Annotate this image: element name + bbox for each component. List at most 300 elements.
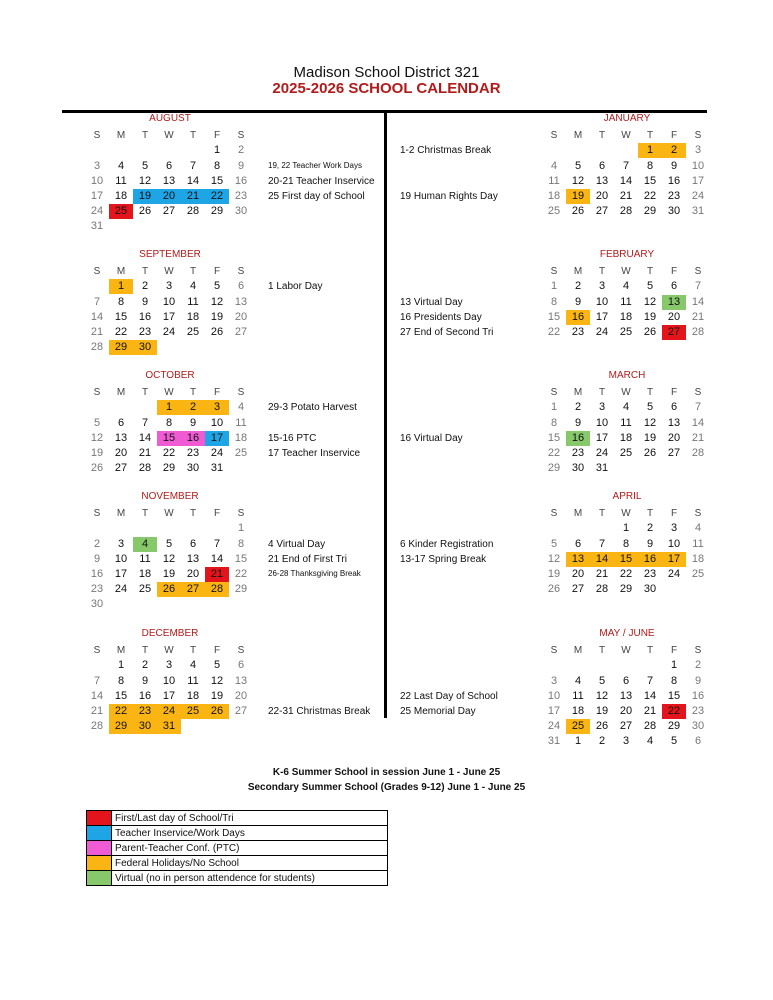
day-cell: 19 [566, 189, 590, 204]
legend-item [87, 871, 387, 885]
legend-item [87, 841, 387, 856]
day-cell: 9 [574, 416, 582, 429]
day-cell: 29 [619, 583, 633, 596]
day-cell: 8 [646, 159, 654, 172]
day-cell: 8 [622, 537, 630, 550]
weekday-header: S [93, 387, 101, 399]
weekday-header: W [164, 387, 174, 399]
day-cell: 26 [90, 462, 104, 475]
day-cell: 21 [90, 705, 104, 717]
legend-swatch [87, 811, 112, 825]
weekday-header: T [189, 266, 197, 278]
calendar-note: 6 Kinder Registration [400, 538, 494, 550]
day-cell: 24 [90, 205, 104, 218]
day-cell: 24 [114, 583, 128, 596]
day-cell: 16 [691, 689, 705, 702]
day-cell: 6 [598, 159, 606, 172]
weekday-header: S [93, 508, 101, 520]
month-name: MAY / JUNE [599, 628, 655, 639]
weekday-header: T [189, 508, 197, 520]
weekday-header: M [116, 387, 126, 399]
month-name: FEBRUARY [599, 249, 655, 260]
day-cell: 13 [566, 552, 590, 567]
weekday-header: T [646, 130, 654, 142]
day-cell: 4 [622, 401, 630, 414]
month-name: OCTOBER [145, 370, 195, 381]
day-cell: 19 [643, 310, 657, 323]
day-cell: 17 [547, 705, 561, 717]
weekday-header: F [213, 508, 221, 520]
calendar-note: 26-28 Thanksgiving Break [268, 569, 361, 578]
day-cell: 18 [547, 190, 561, 202]
day-cell: 10 [114, 552, 128, 565]
day-cell: 11 [548, 174, 560, 187]
day-cell: 23 [138, 326, 152, 338]
day-cell: 26 [205, 704, 229, 719]
weekday-header: F [213, 645, 221, 657]
day-cell: 27 [181, 582, 205, 597]
day-cell: 8 [117, 295, 125, 308]
day-cell: 24 [210, 447, 224, 459]
day-cell: 20 [186, 568, 200, 580]
day-cell: 23 [643, 568, 657, 580]
day-cell: 31 [595, 462, 609, 475]
day-cell: 1 [622, 522, 630, 535]
weekday-header: M [573, 387, 583, 399]
day-cell: 30 [667, 205, 681, 218]
day-cell: 6 [189, 537, 197, 550]
calendar-note: 27 End of Second Tri [400, 327, 494, 338]
day-cell: 27 [667, 447, 681, 459]
day-cell: 19 [162, 568, 176, 580]
day-cell: 25 [619, 447, 633, 459]
day-cell: 21 [619, 190, 633, 202]
day-cell: 19 [643, 431, 657, 444]
weekday-header: T [646, 387, 654, 399]
day-cell: 12 [210, 295, 224, 308]
day-cell: 16 [138, 310, 152, 323]
weekday-header: M [573, 130, 583, 142]
day-cell: 3 [694, 144, 702, 157]
day-cell: 4 [117, 159, 125, 172]
day-cell: 3 [205, 400, 229, 415]
day-cell: 16 [566, 431, 590, 446]
weekday-header: W [621, 508, 631, 520]
day-cell: 20 [595, 190, 609, 202]
day-cell: 16 [138, 689, 152, 702]
day-cell: 7 [213, 537, 221, 550]
legend-label: First/Last day of School/Tri [115, 812, 234, 824]
day-cell: 4 [622, 280, 630, 293]
day-cell: 2 [237, 144, 245, 157]
weekday-header: F [670, 645, 678, 657]
day-cell: 22 [547, 326, 561, 338]
day-cell: 14 [691, 416, 705, 429]
day-cell: 30 [90, 598, 104, 611]
weekday-header: F [670, 387, 678, 399]
day-cell: 13 [595, 174, 609, 187]
day-cell: 6 [622, 674, 630, 687]
weekday-header: M [116, 508, 126, 520]
day-cell: 4 [189, 280, 197, 293]
weekday-header: M [116, 266, 126, 278]
day-cell: 1 [109, 279, 133, 294]
day-cell: 14 [210, 552, 224, 565]
day-cell: 23 [571, 447, 585, 459]
weekday-header: F [670, 508, 678, 520]
calendar-note: 19, 22 Teacher Work Days [268, 160, 362, 170]
weekday-header: S [550, 645, 558, 657]
month-name: JANUARY [603, 113, 651, 124]
summer-line-1: K-6 Summer School in session June 1 - June 25 [272, 767, 501, 778]
weekday-header: S [237, 266, 245, 278]
day-cell: 13 [186, 552, 200, 565]
weekday-header: T [141, 266, 149, 278]
day-cell: 5 [598, 674, 606, 687]
day-cell: 1 [550, 280, 558, 293]
calendar-note: 22 Last Day of School [400, 690, 498, 702]
day-cell: 1 [574, 735, 582, 748]
day-cell: 30 [643, 583, 657, 596]
day-cell: 22 [234, 568, 248, 580]
legend-item [87, 856, 387, 871]
day-cell: 17 [90, 190, 104, 202]
day-cell: 19 [210, 310, 224, 323]
month-name: NOVEMBER [141, 491, 199, 502]
day-cell: 22 [114, 326, 128, 338]
day-cell: 15 [547, 310, 561, 323]
day-cell: 24 [667, 568, 681, 580]
day-cell: 4 [189, 659, 197, 672]
day-cell: 6 [237, 659, 245, 672]
day-cell: 9 [141, 674, 149, 687]
day-cell: 4 [574, 674, 582, 687]
weekday-header: W [621, 645, 631, 657]
weekday-header: T [598, 130, 606, 142]
month-name: SEPTEMBER [139, 249, 201, 260]
day-cell: 13 [234, 674, 248, 687]
day-cell: 3 [670, 522, 678, 535]
day-cell: 20 [619, 705, 633, 717]
day-cell: 29 [667, 720, 681, 733]
weekday-header: M [573, 266, 583, 278]
day-cell: 14 [90, 310, 104, 323]
day-cell: 29 [162, 462, 176, 475]
calendar-note: 21 End of First Tri [268, 553, 347, 565]
day-cell: 20 [571, 568, 585, 580]
weekday-header: T [141, 387, 149, 399]
day-cell: 5 [550, 537, 558, 550]
day-cell: 31 [547, 735, 561, 748]
day-cell: 19 [90, 447, 104, 459]
day-cell: 16 [566, 310, 590, 325]
day-cell: 8 [550, 295, 558, 308]
day-cell: 7 [141, 416, 149, 429]
day-cell: 5 [670, 735, 678, 748]
day-cell: 18 [138, 568, 152, 580]
day-cell: 30 [133, 719, 157, 734]
day-cell: 10 [595, 416, 609, 429]
day-cell: 22 [205, 189, 229, 204]
day-cell: 12 [138, 174, 152, 187]
day-cell: 30 [571, 462, 585, 475]
day-cell: 21 [691, 310, 705, 323]
day-cell: 17 [595, 310, 609, 323]
day-cell: 24 [162, 326, 176, 338]
day-cell: 14 [619, 174, 633, 187]
day-cell: 15 [210, 174, 224, 187]
day-cell: 10 [691, 159, 705, 172]
day-cell: 24 [547, 720, 561, 733]
day-cell: 1 [157, 400, 181, 415]
column-divider [384, 110, 387, 718]
day-cell: 12 [595, 689, 609, 702]
day-cell: 7 [622, 159, 630, 172]
legend-swatch [87, 841, 112, 855]
day-cell: 2 [574, 280, 582, 293]
day-cell: 10 [162, 295, 176, 308]
day-cell: 5 [213, 659, 221, 672]
day-cell: 27 [571, 583, 585, 596]
day-cell: 4 [550, 159, 558, 172]
legend-label: Federal Holidays/No School [115, 857, 239, 869]
day-cell: 27 [234, 705, 248, 717]
day-cell: 16 [667, 174, 681, 187]
day-cell: 21 [90, 326, 104, 338]
day-cell: 9 [694, 674, 702, 687]
weekday-header: T [189, 645, 197, 657]
day-cell: 15 [614, 552, 638, 567]
day-cell: 3 [598, 280, 606, 293]
day-cell: 6 [165, 159, 173, 172]
day-cell: 7 [646, 674, 654, 687]
day-cell: 28 [205, 582, 229, 597]
day-cell: 25 [138, 583, 152, 596]
day-cell: 14 [643, 689, 657, 702]
day-cell: 24 [595, 447, 609, 459]
legend-label: Teacher Inservice/Work Days [115, 827, 245, 839]
day-cell: 7 [694, 280, 702, 293]
day-cell: 18 [114, 190, 128, 202]
day-cell: 26 [157, 582, 181, 597]
day-cell: 19 [595, 705, 609, 717]
calendar-note: 16 Presidents Day [400, 311, 482, 323]
day-cell: 27 [595, 205, 609, 218]
day-cell: 20 [667, 310, 681, 323]
calendar-note: 15-16 PTC [268, 432, 317, 444]
day-cell: 17 [662, 552, 686, 567]
day-cell: 14 [186, 174, 200, 187]
day-cell: 24 [691, 190, 705, 202]
day-cell: 20 [234, 310, 248, 323]
day-cell: 18 [691, 552, 705, 565]
weekday-header: S [694, 130, 702, 142]
day-cell: 2 [181, 400, 205, 415]
day-cell: 3 [93, 159, 101, 172]
day-cell: 27 [619, 720, 633, 733]
day-cell: 23 [667, 190, 681, 202]
day-cell: 23 [90, 583, 104, 596]
day-cell: 10 [210, 416, 224, 429]
day-cell: 17 [595, 431, 609, 444]
day-cell: 29 [109, 340, 133, 355]
day-cell: 12 [210, 674, 224, 687]
day-cell: 31 [90, 220, 104, 233]
day-cell: 12 [162, 552, 176, 565]
day-cell: 18 [186, 310, 200, 323]
legend-label: Parent-Teacher Conf. (PTC) [115, 842, 240, 854]
day-cell: 3 [598, 401, 606, 414]
weekday-header: W [621, 266, 631, 278]
day-cell: 5 [574, 159, 582, 172]
day-cell: 5 [165, 537, 173, 550]
day-cell: 1 [670, 659, 678, 672]
day-cell: 21 [691, 431, 705, 444]
day-cell: 28 [186, 205, 200, 218]
day-cell: 17 [691, 174, 705, 187]
day-cell: 19 [547, 568, 561, 580]
day-cell: 28 [643, 720, 657, 733]
day-cell: 21 [643, 705, 657, 717]
weekday-header: M [573, 645, 583, 657]
day-cell: 25 [547, 205, 561, 218]
day-cell: 21 [595, 568, 609, 580]
day-cell: 11 [692, 537, 704, 550]
day-cell: 18 [571, 705, 585, 717]
day-cell: 23 [133, 704, 157, 719]
calendar-note: 25 Memorial Day [400, 706, 476, 717]
legend-swatch [87, 826, 112, 840]
legend-label: Virtual (no in person attendence for students) [115, 872, 315, 884]
day-cell: 28 [90, 341, 104, 354]
day-cell: 8 [550, 416, 558, 429]
day-cell: 15 [234, 552, 248, 565]
weekday-header: W [164, 508, 174, 520]
day-cell: 29 [109, 719, 133, 734]
day-cell: 15 [114, 689, 128, 702]
day-cell: 24 [157, 704, 181, 719]
weekday-header: F [213, 266, 221, 278]
day-cell: 18 [186, 689, 200, 702]
day-cell: 8 [117, 674, 125, 687]
day-cell: 26 [210, 326, 224, 338]
weekday-header: T [141, 645, 149, 657]
day-cell: 7 [598, 537, 606, 550]
day-cell: 1 [550, 401, 558, 414]
day-cell: 29 [210, 205, 224, 218]
day-cell: 12 [571, 174, 585, 187]
weekday-header: M [116, 130, 126, 142]
day-cell: 12 [643, 416, 657, 429]
day-cell: 25 [109, 204, 133, 219]
day-cell: 24 [595, 326, 609, 338]
day-cell: 31 [157, 719, 181, 734]
day-cell: 20 [667, 431, 681, 444]
day-cell: 1 [237, 522, 245, 535]
day-cell: 26 [547, 583, 561, 596]
day-cell: 5 [93, 416, 101, 429]
calendar-title: 2025-2026 SCHOOL CALENDAR [272, 80, 501, 97]
day-cell: 25 [186, 326, 200, 338]
day-cell: 11 [620, 416, 632, 429]
day-cell: 12 [643, 295, 657, 308]
day-cell: 10 [162, 674, 176, 687]
day-cell: 23 [691, 705, 705, 717]
day-cell: 14 [90, 689, 104, 702]
day-cell: 3 [165, 659, 173, 672]
calendar-note: 20-21 Teacher Inservice [268, 175, 375, 187]
day-cell: 26 [643, 447, 657, 459]
month-name: MARCH [608, 370, 646, 381]
day-cell: 18 [234, 431, 248, 444]
day-cell: 22 [162, 447, 176, 459]
day-cell: 2 [646, 522, 654, 535]
day-cell: 22 [643, 190, 657, 202]
day-cell: 21 [138, 447, 152, 459]
weekday-header: W [164, 130, 174, 142]
day-cell: 5 [141, 159, 149, 172]
day-cell: 2 [574, 401, 582, 414]
day-cell: 2 [93, 537, 101, 550]
calendar-note: 13-17 Spring Break [400, 553, 487, 565]
day-cell: 13 [667, 416, 681, 429]
day-cell: 4 [646, 735, 654, 748]
day-cell: 20 [114, 447, 128, 459]
day-cell: 8 [213, 159, 221, 172]
day-cell: 7 [93, 674, 101, 687]
weekday-header: S [550, 266, 558, 278]
weekday-header: S [237, 387, 245, 399]
day-cell: 4 [694, 522, 702, 535]
day-cell: 28 [138, 462, 152, 475]
weekday-header: F [670, 130, 678, 142]
calendar-note: 4 Virtual Day [268, 538, 326, 550]
weekday-header: S [237, 508, 245, 520]
day-cell: 23 [571, 326, 585, 338]
day-cell: 26 [643, 326, 657, 338]
day-cell: 10 [547, 689, 561, 702]
day-cell: 16 [181, 431, 205, 446]
month-name: DECEMBER [141, 628, 199, 639]
day-cell: 25 [234, 447, 248, 459]
summer-line-2: Secondary Summer School (Grades 9-12) June 1 - June 25 [247, 782, 526, 793]
day-cell: 3 [165, 280, 173, 293]
day-cell: 25 [691, 568, 705, 580]
day-cell: 5 [646, 280, 654, 293]
calendar-note: 1 Labor Day [268, 281, 323, 293]
weekday-header: S [93, 130, 101, 142]
calendar-note: 13 Virtual Day [400, 296, 463, 308]
day-cell: 25 [566, 719, 590, 734]
day-cell: 15 [114, 310, 128, 323]
day-cell: 13 [234, 295, 248, 308]
day-cell: 20 [234, 689, 248, 702]
day-cell: 15 [157, 431, 181, 446]
weekday-header: F [670, 266, 678, 278]
weekday-header: T [598, 387, 606, 399]
day-cell: 23 [186, 447, 200, 459]
day-cell: 7 [93, 295, 101, 308]
day-cell: 9 [646, 537, 654, 550]
day-cell: 2 [598, 735, 606, 748]
day-cell: 11 [620, 295, 632, 308]
day-cell: 29 [643, 205, 657, 218]
day-cell: 6 [237, 280, 245, 293]
day-cell: 9 [574, 295, 582, 308]
legend-swatch [87, 856, 112, 870]
day-cell: 4 [237, 401, 245, 414]
weekday-header: W [164, 645, 174, 657]
